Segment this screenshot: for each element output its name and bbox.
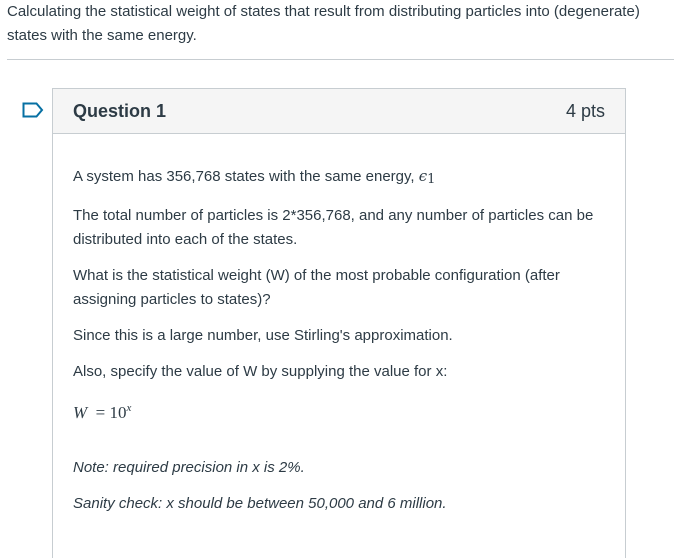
formula-base: 10 bbox=[109, 403, 127, 422]
flag-bookmark-icon[interactable] bbox=[22, 102, 44, 118]
question-line-stirling: Since this is a large number, use Stirling's approximation. bbox=[73, 327, 453, 344]
question-line-weight: What is the statistical weight (W) of the most probable configuration (after assigning particles to states)? bbox=[73, 267, 560, 308]
sanity-check-note: Sanity check: x should be between 50,000 and 6 million. bbox=[73, 495, 447, 512]
precision-note: Note: required precision in x is 2%. bbox=[73, 459, 305, 476]
states-text: A system has 356,768 states with the same energy, bbox=[73, 168, 419, 185]
formula-exponent: x bbox=[126, 402, 132, 414]
formula-equals: = bbox=[95, 403, 106, 422]
question-line-specify: Also, specify the value of W by supplying the value for x: bbox=[73, 363, 448, 380]
question-line-particles: The total number of particles is 2*356,768, and any number of particles can be distributed into each of the states. bbox=[73, 207, 594, 248]
question-text bbox=[53, 134, 625, 516]
divider bbox=[7, 59, 674, 60]
formula-w bbox=[73, 396, 605, 456]
question-card bbox=[52, 88, 626, 558]
question-points: 4 pts bbox=[565, 100, 605, 121]
epsilon-symbol: $\epsilon_1$ bbox=[418, 167, 436, 187]
question-header bbox=[53, 89, 625, 134]
quiz-instructions: Calculating the statistical weight of states that result from distributing particles into (degenerate) states with the same energy. bbox=[7, 3, 640, 44]
formula-variable: W bbox=[73, 403, 88, 422]
question-line-states bbox=[73, 164, 605, 192]
question-title: Question 1 bbox=[73, 100, 167, 121]
